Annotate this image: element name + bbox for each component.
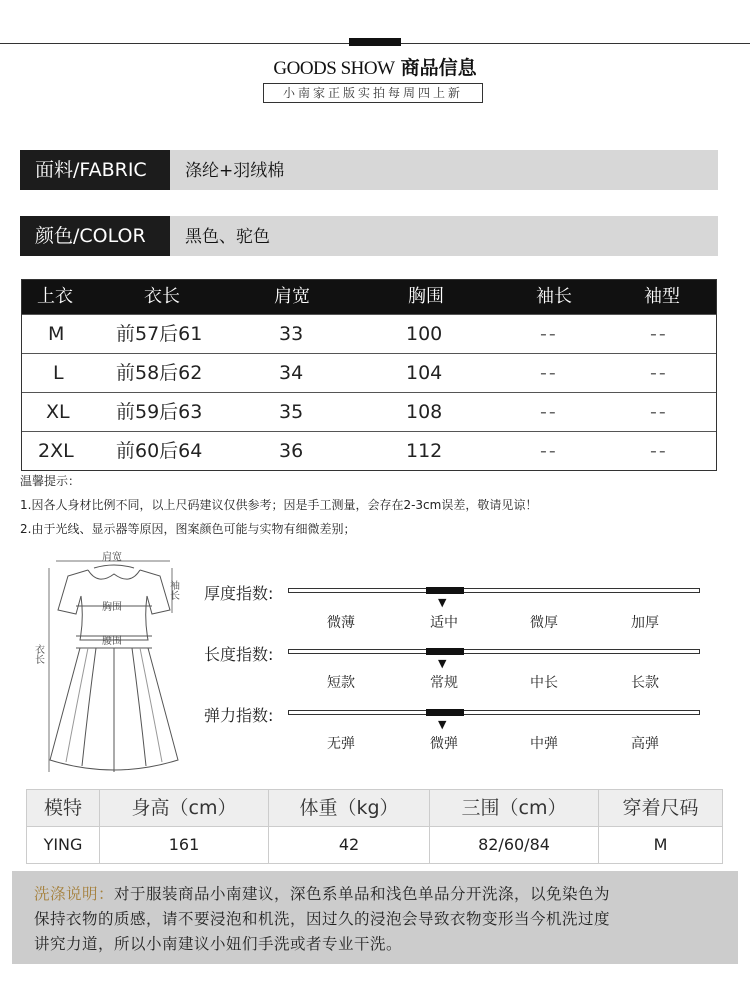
header-cell: 穿着尺码 bbox=[598, 790, 722, 826]
size-cell: 2XL bbox=[38, 440, 74, 462]
size-cell: L bbox=[53, 362, 64, 384]
thickness-index-label: 厚度指数: bbox=[204, 584, 274, 603]
header-cell: 模特 bbox=[43, 797, 82, 819]
header-divider-bar bbox=[349, 38, 401, 46]
wash-text-1: 对于服装商品小南建议，深色系单品和浅色单品分开洗涤，以免染色为 bbox=[114, 885, 611, 903]
shoulder-cell: 35 bbox=[279, 401, 304, 423]
chest-cell: 108 bbox=[406, 401, 443, 423]
weight-cell: 42 bbox=[268, 827, 429, 863]
length-index-marker bbox=[426, 648, 464, 655]
length-index-track bbox=[288, 649, 700, 654]
thickness-option: 加厚 bbox=[631, 615, 659, 631]
length-option: 短款 bbox=[327, 675, 355, 691]
page-subtitle: 小南家正版实拍每周四上新 bbox=[263, 83, 483, 103]
wash-title: 洗涤说明： bbox=[34, 885, 115, 903]
wash-instructions bbox=[12, 871, 738, 964]
thickness-index-marker bbox=[426, 587, 464, 594]
length-index-label: 长度指数: bbox=[204, 645, 274, 664]
header-cell: 三围（cm） bbox=[429, 790, 598, 826]
sleeve-type-cell: -- bbox=[650, 323, 668, 345]
thickness-index-track bbox=[288, 588, 700, 593]
length-option: 长款 bbox=[631, 675, 659, 691]
sleeve-type-cell: -- bbox=[650, 440, 668, 462]
dress-label-chest: 胸围 bbox=[102, 602, 122, 613]
elasticity-index-label: 弹力指数: bbox=[204, 706, 274, 725]
color-label: 颜色/COLOR bbox=[20, 216, 170, 256]
model-table-header bbox=[27, 790, 722, 826]
chest-cell: 104 bbox=[406, 362, 443, 384]
title-en: GOODS SHOW bbox=[273, 58, 395, 79]
header-cell: 胸围 bbox=[408, 286, 444, 307]
table-row bbox=[22, 314, 716, 353]
tips-line-1: 1.因各人身材比例不同，以上尺码建议仅供参考；因是手工测量，会存在2-3cm误差，敬请见谅！ bbox=[20, 498, 538, 512]
sleeve-length-cell: -- bbox=[540, 362, 558, 384]
length-cell: 前58后62 bbox=[116, 362, 203, 384]
dress-label-sleeve: 袖长 bbox=[167, 580, 179, 600]
header-cell: 袖长 bbox=[536, 286, 572, 307]
length-option: 中长 bbox=[530, 675, 558, 691]
size-table-header bbox=[22, 280, 716, 314]
sleeve-type-cell: -- bbox=[650, 362, 668, 384]
thickness-index-arrow: ▼ bbox=[438, 596, 447, 609]
length-cell: 前59后63 bbox=[116, 401, 203, 423]
length-index-arrow: ▼ bbox=[438, 657, 447, 670]
shoulder-cell: 33 bbox=[279, 323, 304, 345]
fabric-label: 面料/FABRIC bbox=[20, 150, 170, 190]
header-cell: 肩宽 bbox=[274, 286, 310, 307]
sleeve-length-cell: -- bbox=[540, 323, 558, 345]
header-cell: 衣长 bbox=[144, 286, 180, 307]
elasticity-index-marker bbox=[426, 709, 464, 716]
table-row bbox=[22, 392, 716, 431]
chest-cell: 100 bbox=[406, 323, 443, 345]
wash-text-2: 保持衣物的质感，请不要浸泡和机洗，因过久的浸泡会导致衣物变形当今机洗过度 bbox=[34, 910, 611, 928]
size-cell: M bbox=[48, 323, 65, 345]
sleeve-type-cell: -- bbox=[650, 401, 668, 423]
size-cell: XL bbox=[46, 401, 70, 423]
elasticity-option: 无弹 bbox=[327, 736, 355, 752]
header-cell: 身高（cm） bbox=[99, 790, 268, 826]
length-option: 常规 bbox=[430, 675, 458, 691]
length-cell: 前57后61 bbox=[116, 323, 203, 345]
wash-text-3: 讲究力道，所以小南建议小妞们手洗或者专业干洗。 bbox=[34, 935, 403, 953]
table-row bbox=[27, 826, 722, 863]
elasticity-option: 微弹 bbox=[430, 736, 458, 752]
color-row bbox=[20, 216, 718, 256]
dress-illustration bbox=[32, 548, 196, 778]
table-row bbox=[22, 431, 716, 470]
shoulder-cell: 36 bbox=[279, 440, 304, 462]
elasticity-option: 高弹 bbox=[631, 736, 659, 752]
fabric-row bbox=[20, 150, 718, 190]
elasticity-index-track bbox=[288, 710, 700, 715]
color-value: 黑色、驼色 bbox=[185, 227, 270, 247]
fabric-value: 涤纶+羽绒棉 bbox=[185, 161, 285, 181]
model-name-cell: YING bbox=[43, 835, 83, 854]
worn-size-cell: M bbox=[598, 827, 722, 863]
elasticity-index-arrow: ▼ bbox=[438, 718, 447, 731]
tips-block bbox=[20, 469, 537, 541]
tips-line-2: 2.由于光线、显示器等原因，图案颜色可能与实物有细微差别； bbox=[20, 522, 356, 536]
header-cell: 袖型 bbox=[644, 286, 680, 307]
table-row bbox=[22, 353, 716, 392]
thickness-option: 微厚 bbox=[530, 615, 558, 631]
header-cell: 上衣 bbox=[37, 286, 73, 307]
dress-label-shoulder: 肩宽 bbox=[102, 552, 122, 563]
chest-cell: 112 bbox=[406, 440, 443, 462]
shoulder-cell: 34 bbox=[279, 362, 304, 384]
elasticity-option: 中弹 bbox=[530, 736, 558, 752]
page-title bbox=[0, 56, 750, 81]
model-table bbox=[26, 789, 723, 864]
length-cell: 前60后64 bbox=[116, 440, 203, 462]
dress-label-waist: 腰围 bbox=[102, 636, 122, 647]
thickness-option: 适中 bbox=[430, 615, 458, 631]
sleeve-length-cell: -- bbox=[540, 401, 558, 423]
tips-title: 温馨提示： bbox=[20, 474, 81, 488]
measurements-cell: 82/60/84 bbox=[429, 827, 598, 863]
header-cell: 体重（kg） bbox=[268, 790, 429, 826]
thickness-option: 微薄 bbox=[327, 615, 355, 631]
height-cell: 161 bbox=[99, 827, 268, 863]
title-cn: 商品信息 bbox=[400, 57, 477, 79]
dress-label-length: 衣长 bbox=[32, 644, 44, 664]
size-table bbox=[21, 279, 717, 471]
sleeve-length-cell: -- bbox=[540, 440, 558, 462]
